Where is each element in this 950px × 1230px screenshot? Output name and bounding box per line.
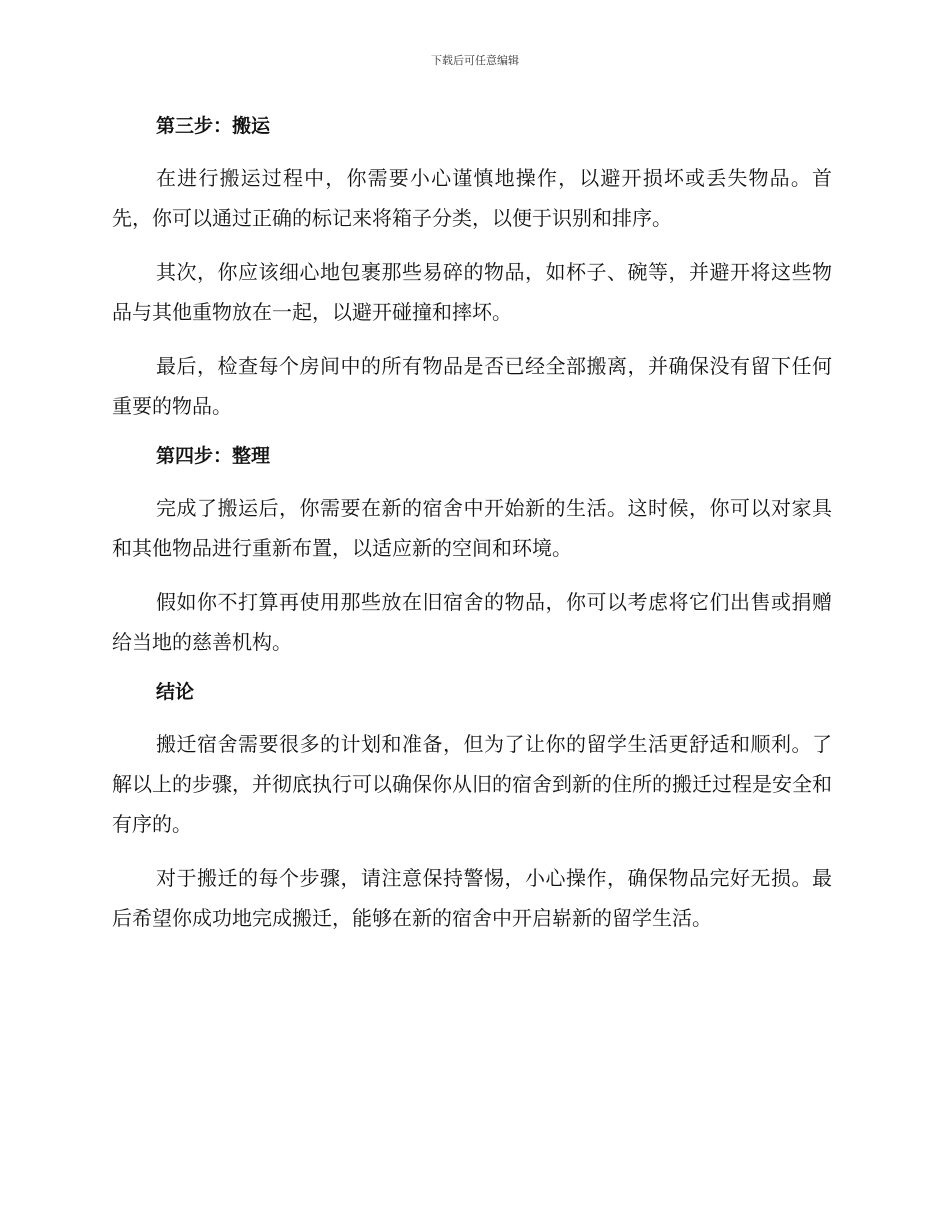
paragraph: 假如你不打算再使用那些放在旧宿舍的物品，你可以考虑将它们出售或捐赠给当地的慈善机构。 [112, 590, 832, 654]
section-heading-step-3: 第三步：搬运 [156, 115, 271, 137]
section-heading-conclusion: 结论 [156, 681, 195, 703]
document-body [112, 108, 832, 938]
paragraph: 其次，你应该细心地包裹那些易碎的物品，如杯子、碗等，并避开将这些物品与其他重物放在一起，以避开碰撞和摔坏。 [112, 260, 832, 324]
paragraph: 在进行搬运过程中，你需要小心谨慎地操作，以避开损坏或丢失物品。首先，你可以通过正确的标记来将箱子分类，以便于识别和排序。 [112, 166, 832, 230]
paragraph: 最后，检查每个房间中的所有物品是否已经全部搬离，并确保没有留下任何重要的物品。 [112, 354, 832, 418]
paragraph: 对于搬迁的每个步骤，请注意保持警惕，小心操作，确保物品完好无损。最后希望你成功地完成搬迁，能够在新的宿舍中开启崭新的留学生活。 [112, 866, 832, 930]
paragraph: 搬迁宿舍需要很多的计划和准备，但为了让你的留学生活更舒适和顺利。了解以上的步骤，并彻底执行可以确保你从旧的宿舍到新的住所的搬迁过程是安全和有序的。 [112, 732, 832, 836]
section-heading-step-4: 第四步：整理 [156, 445, 271, 467]
page-header: 下载后可任意编辑 [431, 54, 519, 67]
paragraph: 完成了搬运后，你需要在新的宿舍中开始新的生活。这时候，你可以对家具和其他物品进行重新布置，以适应新的空间和环境。 [112, 496, 832, 560]
